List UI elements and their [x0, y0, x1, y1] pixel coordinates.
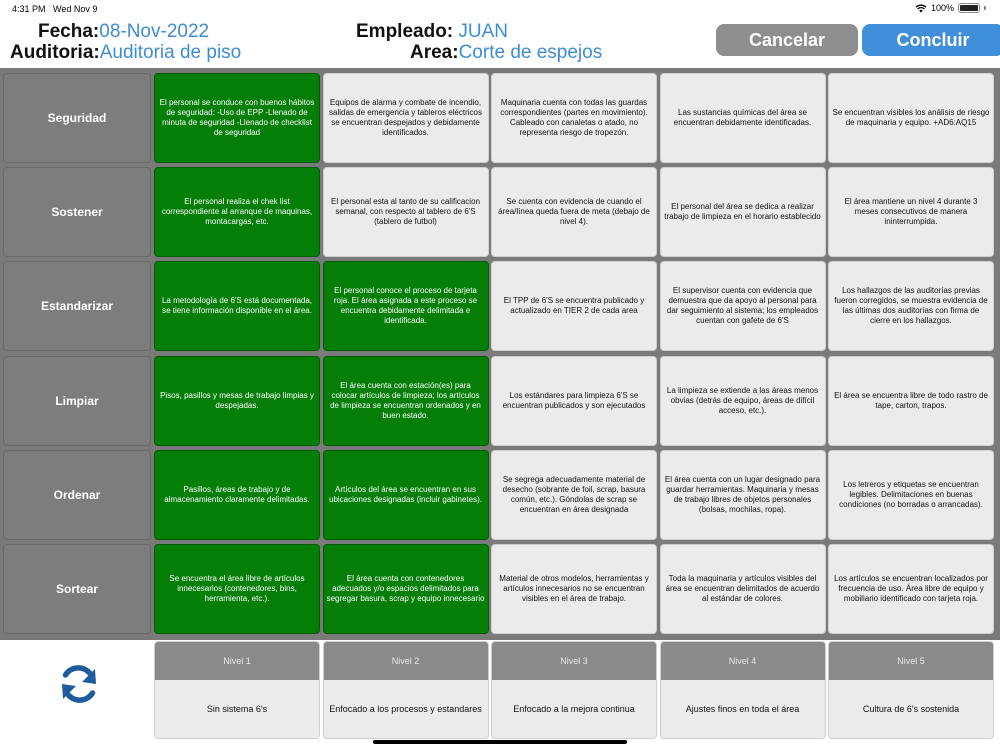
level-description: Ajustes finos en toda el área [685, 704, 800, 714]
criteria-cell[interactable]: Maquinaria cuenta con todas las guardas correspondientes (partes en movimiento). Cableado con canaletas o atado, no representa riesgo de tropezón. [491, 73, 657, 163]
empleado-value: JUAN [453, 21, 509, 42]
empleado-line: Empleado: JUAN [356, 21, 509, 42]
criteria-cell[interactable]: El TPP de 6'S se encuentra publicado y actualizado en TIER 2 de cada area [491, 261, 657, 351]
area-value: Corte de espejos [458, 42, 603, 63]
level-5 [828, 641, 994, 739]
level-description: Enfocado a la mejora continua [513, 704, 635, 714]
home-indicator [373, 740, 627, 744]
audit-header [0, 18, 1000, 66]
criteria-cell[interactable]: Las sustancias químicas del área se encuentran debidamente identificadas. [660, 73, 826, 163]
level-description: Cultura de 6's sostenida [862, 704, 960, 714]
criteria-cell[interactable]: Los hallazgos de las auditorías previas fueron corregidos, se muestra evidencia de las últimas dos auditorías con firma de cierre en los hallazgos. [828, 261, 994, 351]
row-label: Limpiar [3, 356, 151, 446]
done-button[interactable]: Concluir [862, 24, 1000, 56]
level-1 [154, 641, 320, 739]
row-label: Sostener [3, 167, 151, 257]
criteria-cell[interactable]: El personal del área se dedica a realizar trabajo de limpieza en el horario establecido [660, 167, 826, 257]
refresh-icon[interactable] [55, 660, 103, 708]
criteria-cell[interactable]: Artículos del área se encuentran en sus ubicaciones designadas (incluir gabinetes). [323, 450, 489, 540]
area-line: Area:Corte de espejos [410, 42, 603, 63]
level-title: Nivel 3 [492, 642, 656, 680]
criteria-cell[interactable]: La metodología de 6'S está documentada, se tiene información disponible en el área. [154, 261, 320, 351]
level-description: Sin sistema 6's [206, 704, 268, 714]
auditoria-line: Auditoria:Auditoria de piso [10, 42, 242, 63]
criteria-cell[interactable]: El área cuenta con estación(es) para colocar artículos de limpieza; los artículos de limpieza se encuentran ordenados y en buen estado. [323, 356, 489, 446]
battery-icon [958, 3, 980, 13]
criteria-cell[interactable]: Se encuentran visibles los análisis de riesgo de maquinaria y equipo. +AD6:AQ15 [828, 73, 994, 163]
criteria-cell[interactable]: El personal se conduce con buenos hábitos de seguridad: -Uso de EPP -Llenado de minuta de seguridad -Llenado de checklist de seguridad [154, 73, 320, 163]
criteria-cell[interactable]: El personal esta al tanto de su calificacion semanal, con respecto al tablero de 6'S (tablero de futbol) [323, 167, 489, 257]
level-title: Nivel 2 [324, 642, 488, 680]
criteria-cell[interactable]: La limpieza se extiende a las áreas menos obvias (detrás de equipo, áreas de difícil acceso, etc.). [660, 356, 826, 446]
criteria-cell[interactable]: Toda la maquinaria y artículos visibles del área se encuentran delimitados de acuerdo al estándar de colores. [660, 544, 826, 634]
battery-percent: 100% [930, 3, 954, 13]
auditoria-value: Auditoria de piso [99, 42, 242, 63]
criteria-cell[interactable]: Material de otros modelos, herramientas y artículos innecesarios no se encuentran visibles en el área de trabajo. [491, 544, 657, 634]
audit-matrix [0, 68, 1000, 640]
criteria-cell[interactable]: Los letreros y etiquetas se encuentran legibles. Delimitaciones en buenas condiciones (no borradas o arrancadas). [828, 450, 994, 540]
level-3 [491, 641, 657, 739]
criteria-cell[interactable]: El área se encuentra libre de todo rastro de tape, carton, trapos. [828, 356, 994, 446]
wifi-icon [915, 4, 927, 13]
criteria-cell[interactable]: Se segrega adecuadamente material de desecho (sobrante de foil, scrap, basura común, etc.). Góndolas de scrap se encuentran en área designada [491, 450, 657, 540]
criteria-cell[interactable]: Los estándares para limpieza 6'S se encuentran publicados y son ejecutados [491, 356, 657, 446]
row-label: Seguridad [3, 73, 151, 163]
level-4 [660, 641, 826, 739]
criteria-cell[interactable]: El supervisor cuenta con evidencia que demuestra que da apoyo al personal para dar seguimiento al sistema; los empleados cuentan con gafete de 6'S [660, 261, 826, 351]
level-title: Nivel 1 [155, 642, 319, 680]
status-time: 4:31 PM Wed Nov 9 [12, 4, 98, 14]
status-bar [0, 0, 1000, 20]
criteria-cell[interactable]: Se cuenta con evidencia de cuando el área/línea queda fuera de meta (debajo de nivel 4). [491, 167, 657, 257]
criteria-cell[interactable]: El personal conoce el proceso de tarjeta roja. El área asignada a este proceso se encuentra debidamente delimitada e identificada. [323, 261, 489, 351]
level-title: Nivel 4 [661, 642, 825, 680]
fecha-line: Fecha:08-Nov-2022 [38, 21, 210, 42]
status-right [915, 3, 986, 13]
level-title: Nivel 5 [829, 642, 993, 680]
criteria-cell[interactable]: Pisos, pasillos y mesas de trabajo limpias y despejadas. [154, 356, 320, 446]
row-label: Estandarizar [3, 261, 151, 351]
cancel-button[interactable]: Cancelar [716, 24, 858, 56]
criteria-cell[interactable]: Pasillos, áreas de trabajo y de almacenamiento claramente delimitadas. [154, 450, 320, 540]
row-label: Ordenar [3, 450, 151, 540]
criteria-cell[interactable]: El personal realiza el chek list correspondiente al arranque de maquinas, montacargas, etc. [154, 167, 320, 257]
level-description: Enfocado a los procesos y estandares [329, 704, 482, 714]
criteria-cell[interactable]: Equipos de alarma y combate de incendio, salidas de emergencia y tableros eléctricos se encuentran despejados y debidamente identificados. [323, 73, 489, 163]
fecha-value: 08-Nov-2022 [99, 21, 210, 42]
criteria-cell[interactable]: El área mantiene un nivel 4 durante 3 meses consecutivos de manera ininterrumpida. [828, 167, 994, 257]
level-2 [323, 641, 489, 739]
criteria-cell[interactable]: Los artículos se encuentran localizados por frecuencia de uso. Área libre de equipo y mobiliario identificado con tarjeta roja. [828, 544, 994, 634]
row-label: Sortear [3, 544, 151, 634]
criteria-cell[interactable]: Se encuentra el área libre de artículos innecesarios (contenedores, bins, herramienta, etc.). [154, 544, 320, 634]
criteria-cell[interactable]: El área cuenta con contenedores adecuados y/o espacios delimitados para segregar basura, scrap y equipo innecesario [323, 544, 489, 634]
criteria-cell[interactable]: El área cuenta con un lugar designado para guardar herramientas. Maquinaria y mesas de trabajo libres de objetos personales (bolsas, mochilas, ropa). [660, 450, 826, 540]
